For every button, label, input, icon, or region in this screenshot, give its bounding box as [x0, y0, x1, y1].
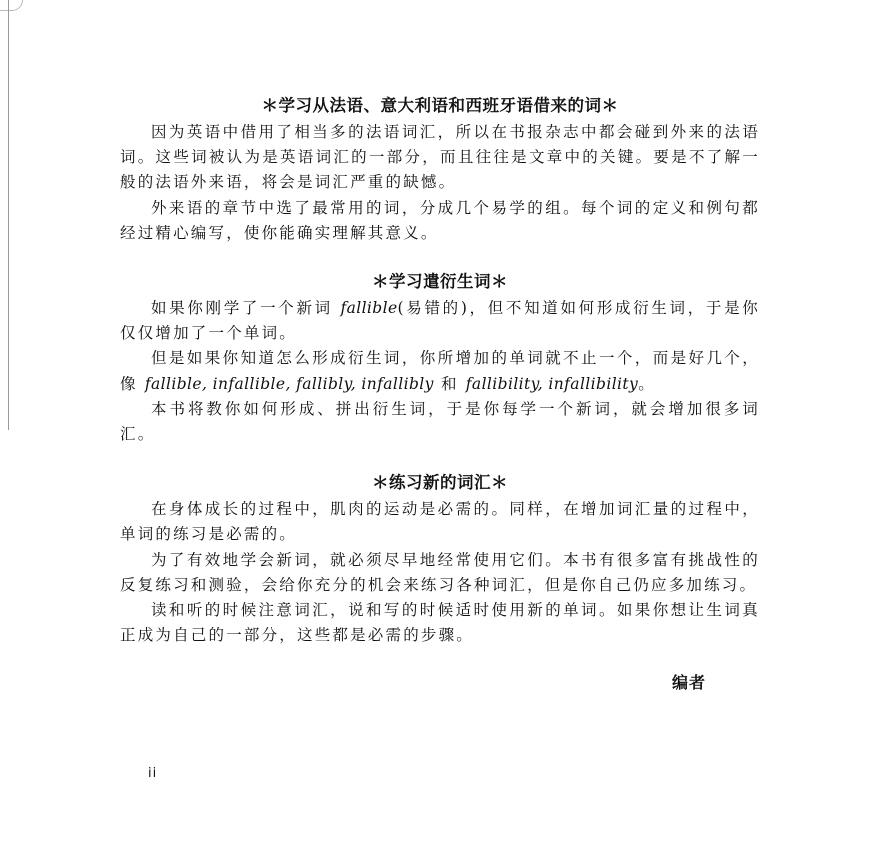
- paragraph: 在身体成长的过程中，肌肉的运动是必需的。同样，在增加词汇量的过程中，单词的练习是必需的。: [120, 500, 760, 544]
- paragraph-text: 但是如果你知道怎么形成衍生词，你所增加的单词就不止一个，而是好几个，像: [120, 349, 760, 393]
- english-word: fallible: [340, 299, 398, 318]
- paragraph: 本书将教你如何形成、拼出衍生词，于是你每学一个新词，就会增加很多词汇。: [120, 399, 760, 444]
- paragraph-text: 。: [638, 374, 656, 393]
- paragraph-text: 和: [440, 374, 459, 393]
- paragraph: 读和听的时候注意词汇，说和写的时候适时使用新的单词。如果你想让生词真正成为自己的一部分，这些都是必需的步骤。: [120, 601, 760, 645]
- scan-edge-line: [8, 0, 9, 430]
- paragraph-text: 如果你刚学了一个新词: [151, 299, 333, 318]
- author-signature: 编者: [672, 673, 707, 692]
- paragraph-text: (易错的)，但不知道如何形成衍生词，于是你仅仅增加了一个单词。: [120, 299, 760, 343]
- english-words: fallible, infallible, fallibly, infallibly: [144, 374, 434, 393]
- section-heading-loanwords: ＊学习从法语、意大利语和西班牙语借来的词＊: [261, 96, 619, 115]
- english-words: fallibility, infallibility: [465, 374, 639, 393]
- document-page: [120, 93, 760, 648]
- paragraph: [120, 296, 760, 346]
- paragraph: 因为英语中借用了相当多的法语词汇，所以在书报杂志中都会碰到外来的法语词。这些词被认为是英语词汇的一部分，而且往往是文章中的关键。要是不了解一般的法语外来语，将会是词汇严重的缺憾。: [120, 123, 760, 192]
- scan-corner-mark: [0, 0, 23, 11]
- paragraph: 外来语的章节中选了最常用的词，分成几个易学的组。每个词的定义和例句都经过精心编写，使你能确实理解其意义。: [120, 198, 760, 242]
- paragraph: [120, 346, 760, 396]
- section-heading-practice: ＊练习新的词汇＊: [372, 473, 508, 493]
- paragraph: 为了有效地学会新词，就必须尽早地经常使用它们。本书有很多富有挑战性的反复练习和测验，会给你充分的机会来练习各种词汇，但是你自己仍应多加练习。: [120, 550, 760, 594]
- page-number: ii: [148, 766, 158, 781]
- section-heading-derivatives: ＊学习遣衍生词＊: [372, 272, 508, 292]
